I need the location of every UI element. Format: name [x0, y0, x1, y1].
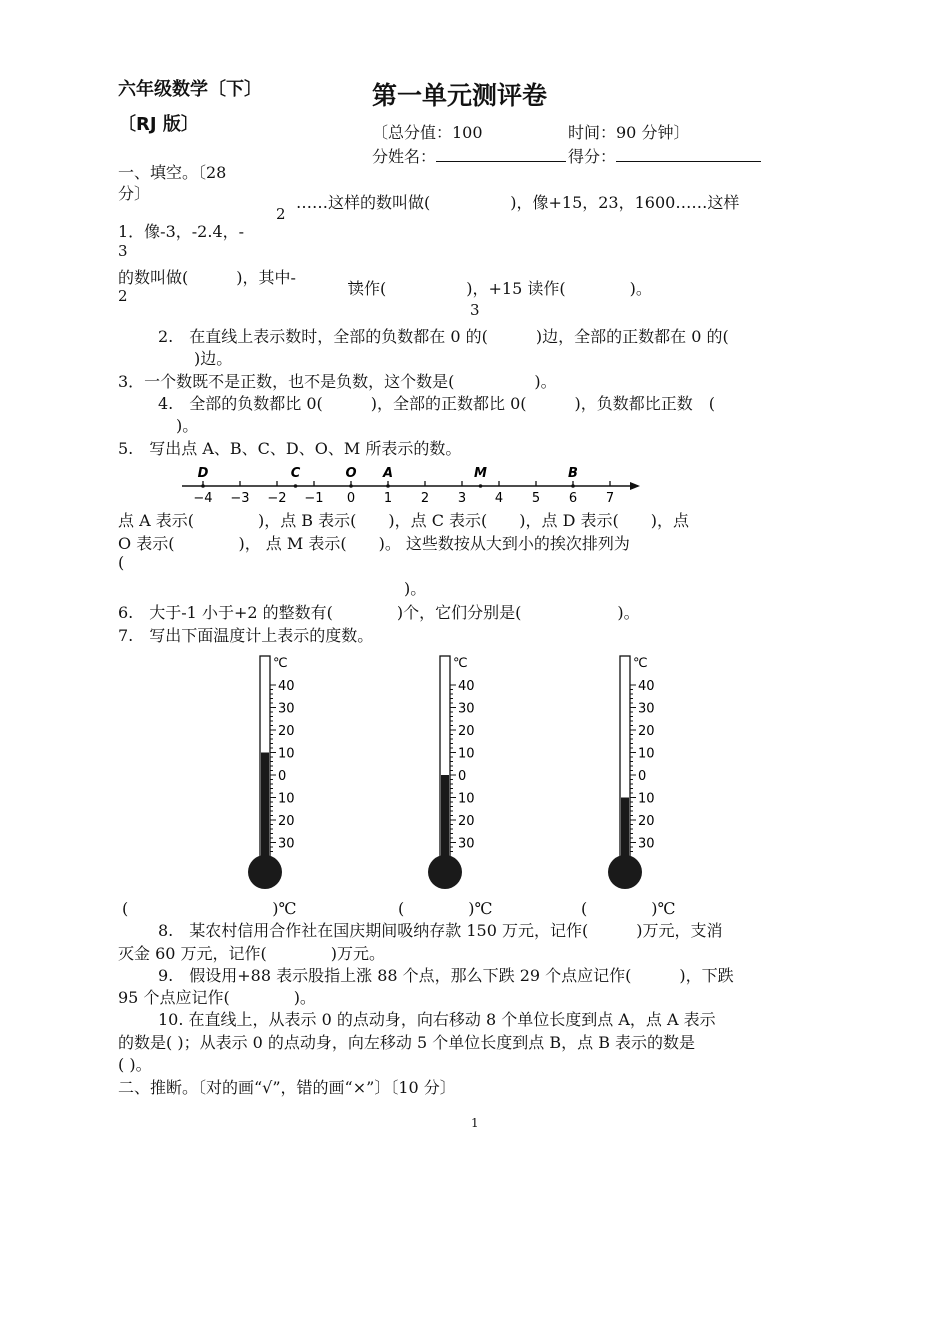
- q5-answer-line2: O 表示( )， 点 M 表示( )。 这些数按从大到小的挨次排列为: [118, 534, 630, 553]
- thermometer-scale-label: 30: [278, 836, 295, 852]
- number-line-point-label: D: [197, 466, 209, 481]
- thermometer-scale-label: 0: [458, 769, 467, 784]
- q1-text-part1: 1．像-3，-2.4，-: [118, 222, 245, 241]
- score-blank[interactable]: [616, 147, 761, 162]
- number-line-tick-label: −1: [304, 491, 324, 506]
- thermometer-unit: ℃: [633, 656, 648, 671]
- total-score: 〔总分值：100: [372, 123, 483, 142]
- name-field[interactable]: [372, 144, 566, 167]
- thermometer-scale-label: 10: [458, 791, 475, 807]
- number-line-tick-label: 1: [383, 491, 393, 506]
- q10-line-a: 10. 在直线上，从表示 0 的点动身，向右移动 8 个单位长度到点 A，点 A 表示: [158, 1010, 716, 1029]
- q7-line: 7. 写出下面温度计上表示的度数。: [118, 626, 374, 645]
- section1-heading-b: 分〕: [118, 184, 151, 203]
- q6-line: 6. 大于-1 小于+2 的整数有( )个，它们分别是( )。: [118, 603, 640, 622]
- page-title: 第一单元测评卷: [372, 81, 548, 110]
- number-line-point: [201, 484, 205, 488]
- number-line-tick-label: −3: [230, 491, 250, 506]
- thermometer-scale-label: 10: [638, 791, 655, 807]
- thermometer-scale-label: 10: [458, 746, 475, 762]
- thermometer-unit: ℃: [453, 656, 468, 671]
- q10-line-b: 的数是( )；从表示 0 的点动身，向左移动 5 个单位长度到点 B，点 B 表示的数是: [118, 1033, 696, 1052]
- thermometer-scale-label: 20: [278, 724, 295, 739]
- name-label: 分姓名：: [372, 147, 437, 166]
- thermometer-bulb: [428, 855, 462, 889]
- number-line-point: [386, 484, 390, 488]
- q1-denominator-b: 2: [118, 287, 128, 305]
- number-line-point-label: A: [382, 466, 394, 481]
- page-number: 1: [471, 1116, 479, 1130]
- number-line-point: [294, 484, 298, 488]
- number-line-points: [198, 466, 578, 488]
- thermometer-bulb: [608, 855, 642, 889]
- q1-fraction-denominator: 2: [276, 205, 286, 223]
- q1-fraction-bar: [348, 283, 362, 284]
- thermometer-scale-label: 10: [278, 746, 295, 762]
- thermometer-scale-label: 20: [458, 814, 475, 829]
- thermometer-scale-label: 10: [638, 746, 655, 762]
- q4-line-a: 4. 全部的负数都比 0( )，全部的正数都比 0( )，负数都比正数 (: [158, 394, 716, 413]
- thermometer-scale-label: 20: [638, 814, 655, 829]
- q5-answer-line3: (: [118, 553, 125, 572]
- thermometer-2: [420, 650, 500, 896]
- q1-text-part4: 读作( )，+15 读作( )。: [348, 279, 652, 298]
- q5-line: 5. 写出点 A、B、C、D、O、M 所表示的数。: [118, 439, 462, 458]
- thermometer-scale-label: 30: [638, 836, 655, 852]
- thermometer-scale-label: 40: [278, 679, 295, 694]
- thermometer-scale-label: 0: [278, 769, 287, 784]
- number-line-tick-label: 3: [457, 491, 467, 506]
- thermometer-scale-label: 20: [278, 814, 295, 829]
- thermometer-3: [600, 650, 680, 896]
- number-line-tick-label: 6: [568, 491, 578, 506]
- q4-line-b: )。: [176, 416, 199, 435]
- q3-line: 3．一个数既不是正数，也不是负数，这个数是( )。: [118, 372, 557, 391]
- grade-label: 六年级数学〔下〕: [118, 79, 262, 100]
- thermometer-scale-label: 30: [638, 701, 655, 717]
- thermometer-scale-label: 0: [638, 769, 647, 784]
- section1-heading-a: 一、填空。〔28: [118, 163, 227, 182]
- thermometer-scale-label: 30: [458, 701, 475, 717]
- thermometer-1-answer: ( )℃: [122, 899, 297, 918]
- thermometer-bulb: [248, 855, 282, 889]
- thermometer-2-answer: ( )℃: [398, 899, 493, 918]
- q5-answer-line4: )。: [404, 579, 427, 598]
- time-limit: 时间：90 分钟〕: [568, 123, 690, 142]
- thermometer-3-answer: ( )℃: [581, 899, 676, 918]
- thermometer-mercury: [441, 775, 449, 862]
- thermometer-mercury: [621, 798, 629, 863]
- thermometer-scale-label: 20: [458, 724, 475, 739]
- section2-heading: 二、推断。〔对的画“√”，错的画“×”〕〔10 分〕: [118, 1078, 456, 1097]
- number-line-point-label: B: [568, 466, 578, 481]
- q5-answer-line1: 点 A 表示( )，点 B 表示( )，点 C 表示( )，点 D 表示( )，点: [118, 511, 690, 530]
- number-line-point-label: C: [290, 466, 301, 481]
- thermometer-scale-label: 30: [278, 701, 295, 717]
- number-line-tick-label: −2: [267, 491, 287, 506]
- q9-line-a: 9. 假设用+88 表示股指上涨 88 个点，那么下跌 29 个点应记作( )，下跌: [158, 966, 734, 985]
- thermometer-scale-label: 10: [278, 791, 295, 807]
- q2-line-b: )边。: [194, 349, 233, 368]
- number-line-point: [349, 484, 353, 488]
- q10-line-c: ( )。: [118, 1055, 152, 1074]
- thermometer-scale-label: 40: [638, 679, 655, 694]
- number-line-tick-label: 4: [494, 491, 504, 506]
- q1-text-part2: ……这样的数叫做( )，像+15，23，1600……这样: [296, 193, 740, 212]
- number-line-tick-label: −4: [193, 491, 213, 506]
- name-blank[interactable]: [436, 147, 566, 162]
- number-line-point: [479, 484, 483, 488]
- number-line-point-label: O: [345, 466, 357, 481]
- thermometer-mercury: [261, 753, 269, 863]
- number-line-ticks: [193, 481, 614, 506]
- number-line-arrow: [630, 482, 640, 490]
- q2-line-a: 2. 在直线上表示数时，全部的负数都在 0 的( )边，全部的正数都在 0 的(: [158, 327, 729, 346]
- thermometer-unit: ℃: [273, 656, 288, 671]
- number-line: [170, 460, 650, 506]
- q1-text-part3: 的数叫做( )，其中-: [118, 268, 296, 287]
- score-label: 得分：: [568, 147, 617, 166]
- thermometer-1: [240, 650, 320, 896]
- number-line-tick-label: 0: [346, 491, 356, 506]
- thermometer-scale-label: 30: [458, 836, 475, 852]
- thermometer-scale-label: 20: [638, 724, 655, 739]
- score-field[interactable]: [568, 144, 761, 167]
- q8-line-a: 8. 某农村信用合作社在国庆期间吸纳存款 150 万元，记作( )万元，支消: [158, 921, 723, 940]
- number-line-tick-label: 5: [531, 491, 541, 506]
- number-line-tick-label: 7: [605, 491, 615, 506]
- edition-label: 〔RJ 版〕: [118, 114, 199, 135]
- thermometer-scale-label: 40: [458, 679, 475, 694]
- number-line-point-label: M: [474, 466, 487, 481]
- q8-line-b: 灭金 60 万元，记作( )万元。: [118, 944, 386, 963]
- number-line-point: [571, 484, 575, 488]
- q1-numerator: 3: [118, 242, 128, 260]
- q1-denominator-c: 3: [470, 301, 480, 319]
- number-line-tick-label: 2: [420, 491, 430, 506]
- q9-line-b: 95 个点应记作( )。: [118, 988, 316, 1007]
